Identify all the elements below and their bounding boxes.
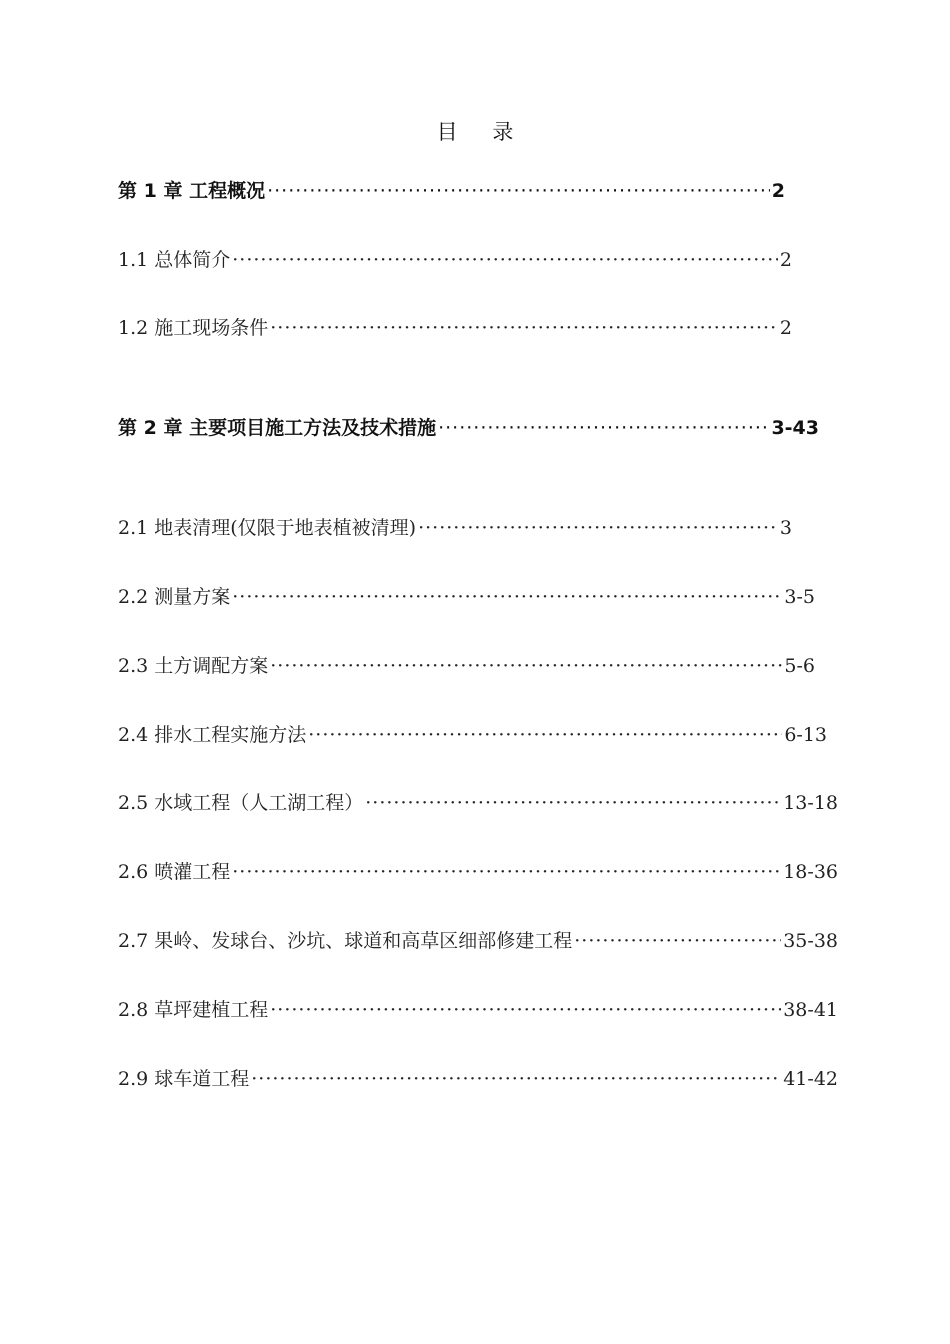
toc-entry-page: 38-41 — [783, 999, 838, 1021]
toc-leader-dots — [365, 790, 781, 816]
toc-entry-label: 2.7 果岭、发球台、沙坑、球道和高草区细部修建工程 — [118, 930, 573, 952]
toc-entry-2-6[interactable] — [118, 859, 838, 885]
toc-entry-chapter-1[interactable] — [118, 178, 785, 204]
toc-title: 目 录 — [436, 120, 528, 144]
toc-leader-dots — [438, 415, 769, 441]
toc-entry-label: 2.1 地表清理(仅限于地表植被清理) — [118, 517, 417, 539]
toc-entry-2-2[interactable] — [118, 584, 815, 610]
toc-leader-dots — [232, 247, 778, 273]
toc-entry-2-8[interactable] — [118, 997, 838, 1023]
toc-leader-dots — [270, 315, 778, 341]
toc-entry-page: 6-13 — [784, 724, 827, 746]
toc-leader-dots — [232, 584, 782, 610]
toc-entry-chapter-2[interactable] — [118, 415, 819, 441]
toc-entry-label: 1.1 总体简介 — [118, 249, 231, 271]
toc-entry-page: 3-43 — [771, 417, 819, 439]
toc-entry-label: 2.5 水域工程（人工湖工程） — [118, 792, 364, 814]
toc-entry-2-7[interactable] — [118, 928, 838, 954]
toc-entry-label: 第 2 章 主要项目施工方法及技术措施 — [118, 417, 437, 439]
toc-entry-2-1[interactable] — [118, 515, 792, 541]
toc-entry-label: 2.4 排水工程实施方法 — [118, 724, 307, 746]
toc-entry-page: 3 — [779, 517, 792, 539]
toc-leader-dots — [574, 928, 781, 954]
toc-entry-page: 3-5 — [784, 586, 815, 608]
toc-entry-page: 35-38 — [783, 930, 838, 952]
toc-leader-dots — [308, 722, 782, 748]
toc-entry-page: 2 — [771, 180, 785, 202]
toc-entry-page: 13-18 — [783, 792, 838, 814]
toc-entry-2-3[interactable] — [118, 653, 815, 679]
toc-entry-2-5[interactable] — [118, 790, 838, 816]
toc-entry-label: 2.6 喷灌工程 — [118, 861, 231, 883]
toc-entry-page: 5-6 — [784, 655, 815, 677]
toc-leader-dots — [267, 178, 770, 204]
toc-entry-page: 2 — [779, 317, 792, 339]
toc-entry-2-9[interactable] — [118, 1066, 838, 1092]
toc-entry-label: 第 1 章 工程概况 — [118, 180, 266, 202]
toc-leader-dots — [418, 515, 778, 541]
toc-entry-label: 2.9 球车道工程 — [118, 1068, 250, 1090]
toc-entry-label: 2.8 草坪建植工程 — [118, 999, 269, 1021]
toc-entry-label: 2.2 测量方案 — [118, 586, 231, 608]
toc-entry-page: 2 — [779, 249, 792, 271]
toc-entry-2-4[interactable] — [118, 722, 827, 748]
toc-leader-dots — [251, 1066, 781, 1092]
toc-entry-page: 18-36 — [783, 861, 838, 883]
toc-leader-dots — [270, 997, 781, 1023]
toc-entry-page: 41-42 — [783, 1068, 838, 1090]
toc-entry-1-2[interactable] — [118, 315, 792, 341]
toc-entry-label: 2.3 土方调配方案 — [118, 655, 269, 677]
toc-leader-dots — [270, 653, 782, 679]
toc-leader-dots — [232, 859, 781, 885]
toc-entry-1-1[interactable] — [118, 247, 792, 273]
toc-entry-label: 1.2 施工现场条件 — [118, 317, 269, 339]
